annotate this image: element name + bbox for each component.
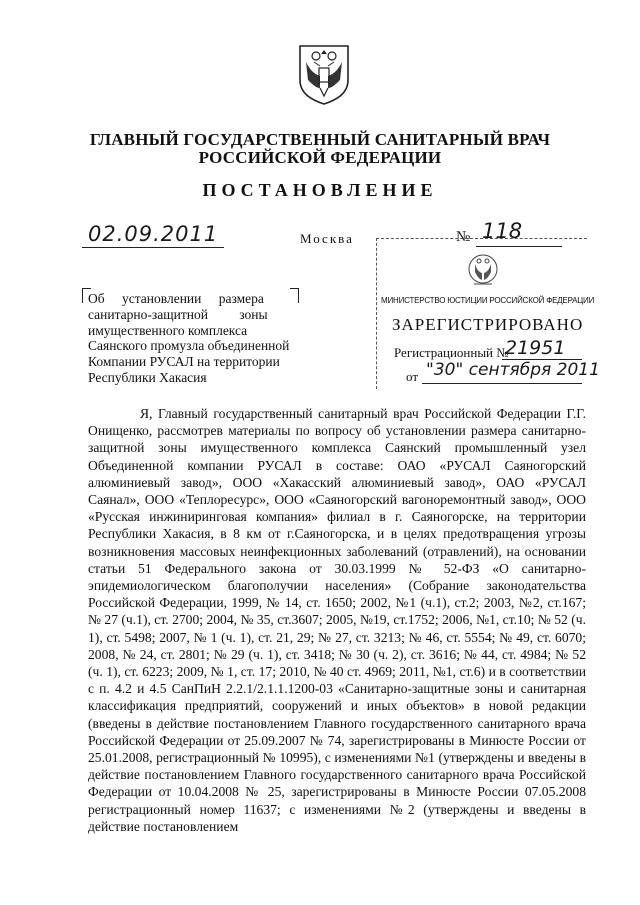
coat-of-arms-emblem-icon <box>296 40 352 106</box>
subject-line: Республики Хакасия <box>88 369 207 385</box>
date-underline <box>82 247 224 248</box>
issuer-title-line1: ГЛАВНЫЙ ГОСУДАРСТВЕННЫЙ САНИТАРНЫЙ ВРАЧ <box>89 130 551 149</box>
body-text <box>88 405 586 835</box>
number-label: № <box>456 229 471 245</box>
stamp-from-label: от <box>406 369 419 384</box>
stamp-reg-number-label: Регистрационный № <box>394 345 509 360</box>
handwritten-number: 118 <box>482 219 523 243</box>
document-type-title: ПОСТАНОВЛЕНИЕ <box>202 180 438 200</box>
body-paragraph: Я, Главный государственный санитарный врач Российской Федерации Г.Г. Онищенко, рассмотрев материалы по вопросу об установлении размера санитарно-защитной зоны имущественного комплекса Саянский промышленный узел Объединенной компании РУСАЛ в составе: ОАО «РУСАЛ Саяногорский алюминиевый завод», ООО «Хакасский алюминиевый завод», ОАО «РУСАЛ Саянал», ООО «Теплоресурс», ООО «Саяногорский вагоноремонтный завод», ООО «Русская инжиниринговая компания» филиал в г. Саяногорске, на территории Республики Хакасия, в 8 км от г.Саяногорска, и в целях предотвращения угрозы возникновения массовых неинфекционных заболеваний (отравлений), на основании статьи 51 Федерального закона от 30.03.1999 № 52-ФЗ «О санитарно-эпидемиологическом благополучии населения» (Собрание законодательства Российской Федерации, 1999, № 14, ст. 1650; 2002, №1 (ч.1), ст.2; 2003, №2, ст.167; № 27 (ч.1), ст. 2700; 2004, № 35, ст.3607; 2005, №19, ст.1752; 2006, №1, ст.10; № 52 (ч. 1), ст. 5498; 2007, № 1 (ч. 1), ст. 21, 29; № 27, ст. 3213; № 46, ст. 5554; № 49, ст. 6070; 2008, № 24, ст. 2801; № 29 (ч. 1), ст. 3418; № 30 (ч. 2), ст. 3616; № 44, ст. 4984; № 52 (ч. 1), ст. 6223; 2009, № 1, ст. 17; 2010, № 40 ст. 4969; 2011, №1, ст.6) и в соответствии с п. 4.2 и 4.5 СанПиН 2.2.1/2.1.1.1200-03 «Санитарно-защитные зоны и санитарная классификация предприятий, сооружений и иных объектов» в новой редакции (введены в действие постановлением Главного государственного санитарного врача Российской Федерации от 25.09.2007 № 74, зарегистрированы в Минюсте России от 25.01.2008, регистрационный № 10995), с изменениями №1 (утверждены и введены в действие постановлением Главного государственного санитарного врача Российской Федерации от 10.04.2008 № 25, зарегистрированы в Минюсте России 07.05.2008 регистрационный номер 11637; с изменениями №2 (утверждены и введены в действие постановлением <box>88 406 586 834</box>
city-label: Москва <box>300 231 354 246</box>
subject-line: Компании РУСАЛ на территории <box>88 354 280 370</box>
subject-block <box>88 291 298 386</box>
subject-line: Саянского промузла объединенной <box>88 338 290 354</box>
stamp-reg-date-value: "30" сентября 2011 <box>426 360 600 380</box>
stamp-date-underline <box>422 383 582 384</box>
subject-line: санитарно-защитной зоны <box>88 306 268 322</box>
stamp-reg-number-value: 21951 <box>505 337 566 359</box>
subject-line: Об установлении размера <box>88 291 264 306</box>
stamp-emblem-icon <box>466 252 500 290</box>
stamp-registered-label: ЗАРЕГИСТРИРОВАНО <box>392 315 584 334</box>
handwritten-date: 02.09.2011 <box>88 222 219 246</box>
stamp-ministry-name: МИНИСТЕРСТВО ЮСТИЦИИ РОССИЙСКОЙ ФЕДЕРАЦИИ <box>381 296 595 305</box>
issuer-title-line2: РОССИЙСКОЙ ФЕДЕРАЦИИ <box>198 148 442 167</box>
subject-line: имущественного комплекса <box>88 322 248 338</box>
